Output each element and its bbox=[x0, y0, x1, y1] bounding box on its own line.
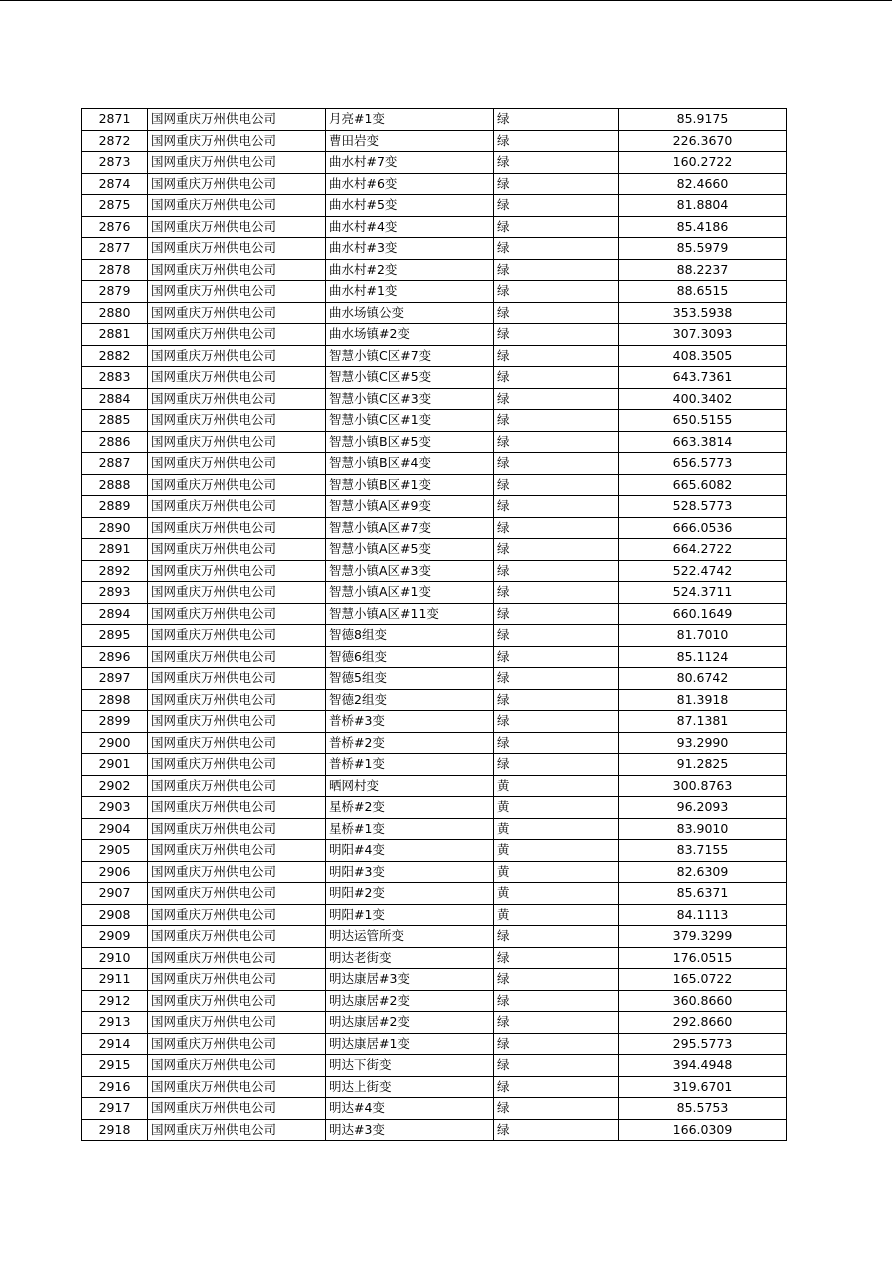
row-index-cell: 2872 bbox=[82, 130, 148, 152]
station-cell: 曹田岩变 bbox=[326, 130, 494, 152]
row-index-cell: 2896 bbox=[82, 646, 148, 668]
table-row bbox=[82, 904, 787, 926]
station-cell: 智慧小镇B区#1变 bbox=[326, 474, 494, 496]
level-cell: 绿 bbox=[494, 238, 619, 260]
table-row bbox=[82, 947, 787, 969]
company-cell: 国网重庆万州供电公司 bbox=[148, 173, 326, 195]
row-index-cell: 2885 bbox=[82, 410, 148, 432]
level-cell: 绿 bbox=[494, 453, 619, 475]
level-cell: 绿 bbox=[494, 646, 619, 668]
row-index-cell: 2903 bbox=[82, 797, 148, 819]
table-row bbox=[82, 302, 787, 324]
station-cell: 曲水村#7变 bbox=[326, 152, 494, 174]
level-cell: 绿 bbox=[494, 990, 619, 1012]
station-cell: 智慧小镇C区#5变 bbox=[326, 367, 494, 389]
table-row bbox=[82, 732, 787, 754]
table-row bbox=[82, 238, 787, 260]
row-index-cell: 2877 bbox=[82, 238, 148, 260]
value-cell: 85.6371 bbox=[619, 883, 787, 905]
station-cell: 智慧小镇C区#1变 bbox=[326, 410, 494, 432]
value-cell: 91.2825 bbox=[619, 754, 787, 776]
value-cell: 87.1381 bbox=[619, 711, 787, 733]
company-cell: 国网重庆万州供电公司 bbox=[148, 216, 326, 238]
level-cell: 绿 bbox=[494, 711, 619, 733]
row-index-cell: 2908 bbox=[82, 904, 148, 926]
row-index-cell: 2889 bbox=[82, 496, 148, 518]
value-cell: 85.4186 bbox=[619, 216, 787, 238]
row-index-cell: 2886 bbox=[82, 431, 148, 453]
station-cell: 曲水场镇公变 bbox=[326, 302, 494, 324]
value-cell: 84.1113 bbox=[619, 904, 787, 926]
value-cell: 300.8763 bbox=[619, 775, 787, 797]
level-cell: 绿 bbox=[494, 947, 619, 969]
row-index-cell: 2871 bbox=[82, 109, 148, 131]
value-cell: 664.2722 bbox=[619, 539, 787, 561]
level-cell: 绿 bbox=[494, 539, 619, 561]
value-cell: 665.6082 bbox=[619, 474, 787, 496]
value-cell: 353.5938 bbox=[619, 302, 787, 324]
table-row bbox=[82, 926, 787, 948]
row-index-cell: 2879 bbox=[82, 281, 148, 303]
station-cell: 智慧小镇C区#7变 bbox=[326, 345, 494, 367]
level-cell: 黄 bbox=[494, 775, 619, 797]
level-cell: 绿 bbox=[494, 1033, 619, 1055]
row-index-cell: 2915 bbox=[82, 1055, 148, 1077]
table-row bbox=[82, 345, 787, 367]
company-cell: 国网重庆万州供电公司 bbox=[148, 732, 326, 754]
level-cell: 绿 bbox=[494, 216, 619, 238]
company-cell: 国网重庆万州供电公司 bbox=[148, 1055, 326, 1077]
table-row bbox=[82, 689, 787, 711]
station-cell: 明阳#4变 bbox=[326, 840, 494, 862]
company-cell: 国网重庆万州供电公司 bbox=[148, 797, 326, 819]
company-cell: 国网重庆万州供电公司 bbox=[148, 539, 326, 561]
level-cell: 绿 bbox=[494, 109, 619, 131]
level-cell: 绿 bbox=[494, 560, 619, 582]
table-row bbox=[82, 1012, 787, 1034]
station-cell: 智慧小镇C区#3变 bbox=[326, 388, 494, 410]
level-cell: 绿 bbox=[494, 969, 619, 991]
company-cell: 国网重庆万州供电公司 bbox=[148, 560, 326, 582]
station-cell: 智慧小镇B区#4变 bbox=[326, 453, 494, 475]
station-cell: 智德5组变 bbox=[326, 668, 494, 690]
station-cell: 智德8组变 bbox=[326, 625, 494, 647]
station-cell: 明达康居#2变 bbox=[326, 990, 494, 1012]
table-row bbox=[82, 517, 787, 539]
station-cell: 明达#4变 bbox=[326, 1098, 494, 1120]
row-index-cell: 2899 bbox=[82, 711, 148, 733]
row-index-cell: 2881 bbox=[82, 324, 148, 346]
value-cell: 524.3711 bbox=[619, 582, 787, 604]
row-index-cell: 2876 bbox=[82, 216, 148, 238]
station-cell: 普桥#2变 bbox=[326, 732, 494, 754]
table-row bbox=[82, 453, 787, 475]
company-cell: 国网重庆万州供电公司 bbox=[148, 410, 326, 432]
row-index-cell: 2917 bbox=[82, 1098, 148, 1120]
table-row bbox=[82, 1098, 787, 1120]
table-row bbox=[82, 109, 787, 131]
value-cell: 83.9010 bbox=[619, 818, 787, 840]
station-cell: 智慧小镇A区#1变 bbox=[326, 582, 494, 604]
row-index-cell: 2895 bbox=[82, 625, 148, 647]
value-cell: 82.4660 bbox=[619, 173, 787, 195]
row-index-cell: 2898 bbox=[82, 689, 148, 711]
value-cell: 160.2722 bbox=[619, 152, 787, 174]
level-cell: 绿 bbox=[494, 173, 619, 195]
station-cell: 智慧小镇A区#9变 bbox=[326, 496, 494, 518]
value-cell: 643.7361 bbox=[619, 367, 787, 389]
company-cell: 国网重庆万州供电公司 bbox=[148, 109, 326, 131]
company-cell: 国网重庆万州供电公司 bbox=[148, 689, 326, 711]
table-row bbox=[82, 818, 787, 840]
table-row bbox=[82, 130, 787, 152]
station-cell: 曲水村#4变 bbox=[326, 216, 494, 238]
table-row bbox=[82, 216, 787, 238]
value-cell: 319.6701 bbox=[619, 1076, 787, 1098]
table-row bbox=[82, 840, 787, 862]
level-cell: 黄 bbox=[494, 818, 619, 840]
data-table bbox=[81, 108, 787, 1141]
row-index-cell: 2918 bbox=[82, 1119, 148, 1141]
level-cell: 绿 bbox=[494, 689, 619, 711]
level-cell: 绿 bbox=[494, 474, 619, 496]
table-row bbox=[82, 990, 787, 1012]
level-cell: 绿 bbox=[494, 388, 619, 410]
station-cell: 智慧小镇A区#3变 bbox=[326, 560, 494, 582]
table-row bbox=[82, 754, 787, 776]
company-cell: 国网重庆万州供电公司 bbox=[148, 238, 326, 260]
table-row bbox=[82, 1119, 787, 1141]
company-cell: 国网重庆万州供电公司 bbox=[148, 130, 326, 152]
table-row bbox=[82, 883, 787, 905]
company-cell: 国网重庆万州供电公司 bbox=[148, 517, 326, 539]
station-cell: 明达#3变 bbox=[326, 1119, 494, 1141]
table-row bbox=[82, 152, 787, 174]
level-cell: 绿 bbox=[494, 496, 619, 518]
table-row bbox=[82, 281, 787, 303]
station-cell: 星桥#2变 bbox=[326, 797, 494, 819]
station-cell: 明阳#2变 bbox=[326, 883, 494, 905]
table-row bbox=[82, 259, 787, 281]
station-cell: 明阳#1变 bbox=[326, 904, 494, 926]
table-row bbox=[82, 324, 787, 346]
company-cell: 国网重庆万州供电公司 bbox=[148, 1012, 326, 1034]
company-cell: 国网重庆万州供电公司 bbox=[148, 496, 326, 518]
station-cell: 智德6组变 bbox=[326, 646, 494, 668]
value-cell: 80.6742 bbox=[619, 668, 787, 690]
row-index-cell: 2894 bbox=[82, 603, 148, 625]
value-cell: 166.0309 bbox=[619, 1119, 787, 1141]
company-cell: 国网重庆万州供电公司 bbox=[148, 453, 326, 475]
row-index-cell: 2888 bbox=[82, 474, 148, 496]
value-cell: 663.3814 bbox=[619, 431, 787, 453]
value-cell: 93.2990 bbox=[619, 732, 787, 754]
level-cell: 绿 bbox=[494, 1055, 619, 1077]
company-cell: 国网重庆万州供电公司 bbox=[148, 302, 326, 324]
station-cell: 晒网村变 bbox=[326, 775, 494, 797]
company-cell: 国网重庆万州供电公司 bbox=[148, 1076, 326, 1098]
company-cell: 国网重庆万州供电公司 bbox=[148, 754, 326, 776]
company-cell: 国网重庆万州供电公司 bbox=[148, 259, 326, 281]
level-cell: 绿 bbox=[494, 1076, 619, 1098]
row-index-cell: 2875 bbox=[82, 195, 148, 217]
table-row bbox=[82, 1076, 787, 1098]
station-cell: 智慧小镇A区#5变 bbox=[326, 539, 494, 561]
company-cell: 国网重庆万州供电公司 bbox=[148, 926, 326, 948]
company-cell: 国网重庆万州供电公司 bbox=[148, 904, 326, 926]
row-index-cell: 2904 bbox=[82, 818, 148, 840]
value-cell: 88.2237 bbox=[619, 259, 787, 281]
value-cell: 85.5753 bbox=[619, 1098, 787, 1120]
value-cell: 85.1124 bbox=[619, 646, 787, 668]
company-cell: 国网重庆万州供电公司 bbox=[148, 668, 326, 690]
table-row bbox=[82, 603, 787, 625]
table-row bbox=[82, 173, 787, 195]
value-cell: 360.8660 bbox=[619, 990, 787, 1012]
row-index-cell: 2897 bbox=[82, 668, 148, 690]
row-index-cell: 2882 bbox=[82, 345, 148, 367]
table-row bbox=[82, 431, 787, 453]
table-row bbox=[82, 539, 787, 561]
row-index-cell: 2905 bbox=[82, 840, 148, 862]
company-cell: 国网重庆万州供电公司 bbox=[148, 883, 326, 905]
level-cell: 绿 bbox=[494, 582, 619, 604]
level-cell: 绿 bbox=[494, 1012, 619, 1034]
value-cell: 400.3402 bbox=[619, 388, 787, 410]
value-cell: 408.3505 bbox=[619, 345, 787, 367]
value-cell: 81.7010 bbox=[619, 625, 787, 647]
level-cell: 黄 bbox=[494, 797, 619, 819]
station-cell: 曲水村#2变 bbox=[326, 259, 494, 281]
row-index-cell: 2916 bbox=[82, 1076, 148, 1098]
value-cell: 176.0515 bbox=[619, 947, 787, 969]
company-cell: 国网重庆万州供电公司 bbox=[148, 1098, 326, 1120]
company-cell: 国网重庆万州供电公司 bbox=[148, 603, 326, 625]
value-cell: 82.6309 bbox=[619, 861, 787, 883]
company-cell: 国网重庆万州供电公司 bbox=[148, 1033, 326, 1055]
level-cell: 绿 bbox=[494, 1119, 619, 1141]
level-cell: 绿 bbox=[494, 259, 619, 281]
value-cell: 81.3918 bbox=[619, 689, 787, 711]
station-cell: 明达老街变 bbox=[326, 947, 494, 969]
company-cell: 国网重庆万州供电公司 bbox=[148, 388, 326, 410]
value-cell: 85.9175 bbox=[619, 109, 787, 131]
table-row bbox=[82, 861, 787, 883]
station-cell: 明达下街变 bbox=[326, 1055, 494, 1077]
station-cell: 普桥#1变 bbox=[326, 754, 494, 776]
value-cell: 88.6515 bbox=[619, 281, 787, 303]
value-cell: 83.7155 bbox=[619, 840, 787, 862]
row-index-cell: 2887 bbox=[82, 453, 148, 475]
table-row bbox=[82, 410, 787, 432]
row-index-cell: 2890 bbox=[82, 517, 148, 539]
table-row bbox=[82, 797, 787, 819]
value-cell: 81.8804 bbox=[619, 195, 787, 217]
row-index-cell: 2901 bbox=[82, 754, 148, 776]
table-row bbox=[82, 775, 787, 797]
row-index-cell: 2912 bbox=[82, 990, 148, 1012]
table-row bbox=[82, 711, 787, 733]
station-cell: 曲水村#6变 bbox=[326, 173, 494, 195]
level-cell: 绿 bbox=[494, 517, 619, 539]
company-cell: 国网重庆万州供电公司 bbox=[148, 324, 326, 346]
table-row bbox=[82, 474, 787, 496]
table-row bbox=[82, 195, 787, 217]
value-cell: 226.3670 bbox=[619, 130, 787, 152]
level-cell: 绿 bbox=[494, 130, 619, 152]
company-cell: 国网重庆万州供电公司 bbox=[148, 431, 326, 453]
company-cell: 国网重庆万州供电公司 bbox=[148, 818, 326, 840]
station-cell: 明达康居#3变 bbox=[326, 969, 494, 991]
company-cell: 国网重庆万州供电公司 bbox=[148, 1119, 326, 1141]
station-cell: 明达康居#1变 bbox=[326, 1033, 494, 1055]
value-cell: 292.8660 bbox=[619, 1012, 787, 1034]
level-cell: 绿 bbox=[494, 302, 619, 324]
level-cell: 绿 bbox=[494, 195, 619, 217]
page-top-border bbox=[0, 0, 892, 1]
company-cell: 国网重庆万州供电公司 bbox=[148, 367, 326, 389]
station-cell: 智德2组变 bbox=[326, 689, 494, 711]
row-index-cell: 2902 bbox=[82, 775, 148, 797]
row-index-cell: 2892 bbox=[82, 560, 148, 582]
level-cell: 绿 bbox=[494, 367, 619, 389]
company-cell: 国网重庆万州供电公司 bbox=[148, 840, 326, 862]
station-cell: 曲水村#3变 bbox=[326, 238, 494, 260]
station-cell: 普桥#3变 bbox=[326, 711, 494, 733]
row-index-cell: 2883 bbox=[82, 367, 148, 389]
level-cell: 绿 bbox=[494, 431, 619, 453]
value-cell: 394.4948 bbox=[619, 1055, 787, 1077]
table-row bbox=[82, 668, 787, 690]
station-cell: 智慧小镇A区#7变 bbox=[326, 517, 494, 539]
company-cell: 国网重庆万州供电公司 bbox=[148, 646, 326, 668]
level-cell: 黄 bbox=[494, 904, 619, 926]
value-cell: 666.0536 bbox=[619, 517, 787, 539]
station-cell: 明达运管所变 bbox=[326, 926, 494, 948]
value-cell: 85.5979 bbox=[619, 238, 787, 260]
value-cell: 660.1649 bbox=[619, 603, 787, 625]
row-index-cell: 2909 bbox=[82, 926, 148, 948]
station-cell: 明阳#3变 bbox=[326, 861, 494, 883]
station-cell: 明达上街变 bbox=[326, 1076, 494, 1098]
company-cell: 国网重庆万州供电公司 bbox=[148, 947, 326, 969]
level-cell: 绿 bbox=[494, 152, 619, 174]
level-cell: 绿 bbox=[494, 345, 619, 367]
station-cell: 曲水村#5变 bbox=[326, 195, 494, 217]
station-cell: 星桥#1变 bbox=[326, 818, 494, 840]
table-row bbox=[82, 560, 787, 582]
table-row bbox=[82, 646, 787, 668]
row-index-cell: 2914 bbox=[82, 1033, 148, 1055]
company-cell: 国网重庆万州供电公司 bbox=[148, 582, 326, 604]
level-cell: 绿 bbox=[494, 410, 619, 432]
level-cell: 黄 bbox=[494, 883, 619, 905]
level-cell: 绿 bbox=[494, 625, 619, 647]
row-index-cell: 2880 bbox=[82, 302, 148, 324]
row-index-cell: 2911 bbox=[82, 969, 148, 991]
company-cell: 国网重庆万州供电公司 bbox=[148, 281, 326, 303]
table-row bbox=[82, 969, 787, 991]
row-index-cell: 2874 bbox=[82, 173, 148, 195]
level-cell: 绿 bbox=[494, 668, 619, 690]
value-cell: 379.3299 bbox=[619, 926, 787, 948]
level-cell: 绿 bbox=[494, 1098, 619, 1120]
company-cell: 国网重庆万州供电公司 bbox=[148, 474, 326, 496]
value-cell: 650.5155 bbox=[619, 410, 787, 432]
row-index-cell: 2884 bbox=[82, 388, 148, 410]
level-cell: 绿 bbox=[494, 324, 619, 346]
station-cell: 智慧小镇A区#11变 bbox=[326, 603, 494, 625]
table-row bbox=[82, 367, 787, 389]
company-cell: 国网重庆万州供电公司 bbox=[148, 345, 326, 367]
station-cell: 曲水村#1变 bbox=[326, 281, 494, 303]
station-cell: 明达康居#2变 bbox=[326, 1012, 494, 1034]
row-index-cell: 2913 bbox=[82, 1012, 148, 1034]
table-body bbox=[82, 109, 787, 1141]
table-row bbox=[82, 1055, 787, 1077]
level-cell: 绿 bbox=[494, 732, 619, 754]
row-index-cell: 2900 bbox=[82, 732, 148, 754]
company-cell: 国网重庆万州供电公司 bbox=[148, 861, 326, 883]
company-cell: 国网重庆万州供电公司 bbox=[148, 990, 326, 1012]
station-cell: 智慧小镇B区#5变 bbox=[326, 431, 494, 453]
value-cell: 165.0722 bbox=[619, 969, 787, 991]
company-cell: 国网重庆万州供电公司 bbox=[148, 775, 326, 797]
row-index-cell: 2891 bbox=[82, 539, 148, 561]
company-cell: 国网重庆万州供电公司 bbox=[148, 195, 326, 217]
level-cell: 黄 bbox=[494, 840, 619, 862]
table-row bbox=[82, 496, 787, 518]
row-index-cell: 2873 bbox=[82, 152, 148, 174]
station-cell: 曲水场镇#2变 bbox=[326, 324, 494, 346]
level-cell: 黄 bbox=[494, 861, 619, 883]
value-cell: 96.2093 bbox=[619, 797, 787, 819]
level-cell: 绿 bbox=[494, 926, 619, 948]
value-cell: 528.5773 bbox=[619, 496, 787, 518]
company-cell: 国网重庆万州供电公司 bbox=[148, 969, 326, 991]
row-index-cell: 2907 bbox=[82, 883, 148, 905]
row-index-cell: 2893 bbox=[82, 582, 148, 604]
company-cell: 国网重庆万州供电公司 bbox=[148, 625, 326, 647]
row-index-cell: 2878 bbox=[82, 259, 148, 281]
level-cell: 绿 bbox=[494, 281, 619, 303]
row-index-cell: 2906 bbox=[82, 861, 148, 883]
level-cell: 绿 bbox=[494, 603, 619, 625]
level-cell: 绿 bbox=[494, 754, 619, 776]
value-cell: 522.4742 bbox=[619, 560, 787, 582]
station-cell: 月亮#1变 bbox=[326, 109, 494, 131]
company-cell: 国网重庆万州供电公司 bbox=[148, 152, 326, 174]
table-row bbox=[82, 582, 787, 604]
row-index-cell: 2910 bbox=[82, 947, 148, 969]
value-cell: 295.5773 bbox=[619, 1033, 787, 1055]
company-cell: 国网重庆万州供电公司 bbox=[148, 711, 326, 733]
value-cell: 307.3093 bbox=[619, 324, 787, 346]
value-cell: 656.5773 bbox=[619, 453, 787, 475]
table-row bbox=[82, 1033, 787, 1055]
table-row bbox=[82, 625, 787, 647]
table-row bbox=[82, 388, 787, 410]
